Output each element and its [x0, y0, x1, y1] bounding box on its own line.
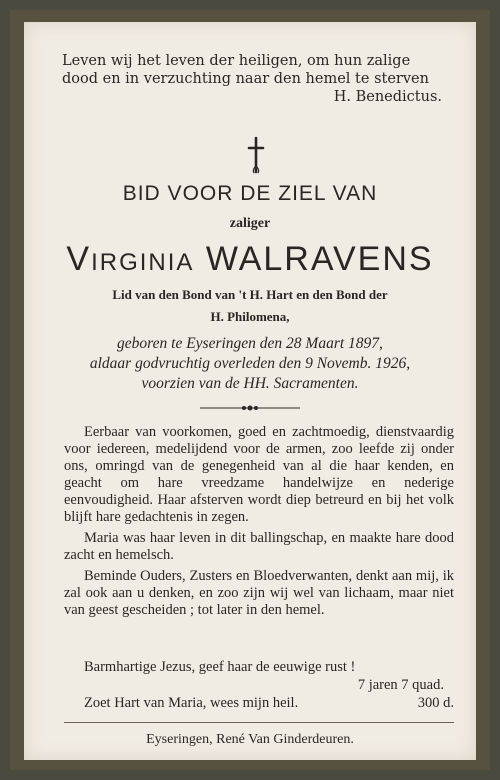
- zaliger-label: zaliger: [229, 216, 271, 231]
- membership-line-1: Lid van den Bond van 't H. Hart en den Bond der: [112, 287, 388, 302]
- printer-credit: Eyseringen, René Van Ginderdeuren.: [146, 732, 354, 747]
- motto-author: H. Benedictus.: [333, 89, 442, 105]
- footer-rule: [64, 722, 454, 723]
- birth-death-info: [38, 334, 462, 394]
- prayers: [64, 658, 454, 712]
- prayer-maria: [64, 694, 454, 712]
- prayer-maria-indulgence: 300 d.: [417, 695, 454, 711]
- prayer-jesus-text: Barmhartige Jezus, geef haar de eeuwige rust !: [84, 659, 356, 675]
- birth-line: geboren te Eyseringen den 28 Maart 1897,: [117, 335, 383, 352]
- prayer-maria-text: Zoet Hart van Maria, wees mijn heil.: [84, 695, 299, 711]
- pray-heading: BID VOOR DE ZIEL VAN: [122, 182, 378, 205]
- memorial-card: [24, 22, 476, 760]
- eulogy-paragraph: Eerbaar van voorkomen, goed en zachtmoedig, dienstvaardig voor iedereen, medelijdend voor de armen, zoo leefde zij onder ons, omringd van de genegenheid van al die haar kenden, en geacht om hare vreedzame handelwijze en nederige eenvoudigheid. Haar afsterven wordt diep betreurd en bij het volk blijft hare gedachtenis in zegen.: [64, 424, 454, 525]
- cross-icon: [246, 136, 266, 174]
- sacraments-line: voorzien van de HH. Sacramenten.: [141, 375, 359, 392]
- prayer-jesus: [64, 658, 454, 676]
- motto-line-2: dood en in verzuchting naar den hemel te sterven: [62, 71, 429, 87]
- motto: [62, 52, 462, 106]
- eulogy: [64, 424, 454, 623]
- eulogy-paragraph: Maria was haar leven in dit ballingschap, en maakte hare dood zacht en hemelsch.: [64, 530, 454, 563]
- membership-line-2: H. Philomena,: [210, 309, 290, 324]
- ornament-divider: [200, 403, 300, 413]
- motto-line-1: Leven wij het leven der heiligen, om hun zalige: [62, 53, 411, 69]
- membership: [38, 284, 462, 328]
- eulogy-paragraph: Beminde Ouders, Zusters en Bloedverwanten, denkt aan mij, ik zal ook aan u denken, en zoo zijn wij wel van lichaam, maar niet van geest gescheiden ; tot later in den hemel.: [64, 568, 454, 618]
- deceased-name: Virginia WALRAVENS: [66, 240, 434, 278]
- prayer-jesus-indulgence: 7 jaren 7 quad.: [357, 677, 444, 693]
- death-line: aldaar godvruchtig overleden den 9 Novemb. 1926,: [89, 355, 411, 372]
